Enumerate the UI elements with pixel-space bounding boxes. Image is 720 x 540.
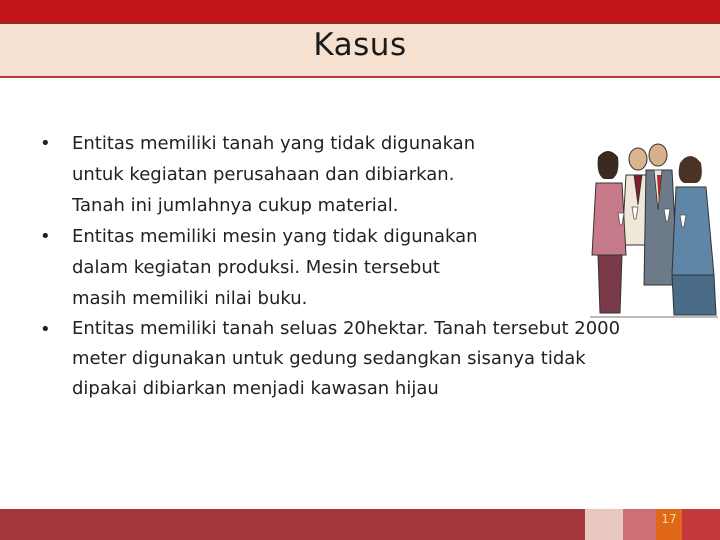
bullet-line: Entitas memiliki tanah seluas 20hektar. Tanah tersebut 2000 [72,318,621,339]
footer-main-bar [0,509,585,540]
footer-segment [623,509,656,540]
footer-segment [585,509,623,540]
bullet-line: dalam kegiatan produksi. Mesin tersebut [72,257,440,278]
bullet-line: Entitas memiliki tanah yang tidak digunakan [72,133,476,154]
bullet-item [40,221,680,314]
bullet-list [40,128,680,404]
header-red-bar [0,0,720,22]
bullet-line: Tanah ini jumlahnya cukup material. [72,195,399,216]
bullet-line: untuk kegiatan perusahaan dan dibiarkan. [72,164,455,185]
bullet-item [40,314,680,404]
bullet-line: masih memiliki nilai buku. [72,288,308,309]
bullet-item [40,128,680,221]
slide-content [40,128,680,404]
bullet-line: dipakai dibiarkan menjadi kawasan hijau [72,378,439,399]
bullet-dot: • [40,319,51,340]
bullet-line: meter digunakan untuk gedung sedangkan sisanya tidak [72,348,586,369]
bullet-dot: • [40,226,51,247]
footer-segment [682,509,720,540]
bullet-dot: • [40,133,51,154]
business-people-toasting-icon [588,135,720,320]
page-number: 17 [661,512,677,526]
slide-title: Kasus [313,27,407,63]
footer-bar [0,509,720,540]
bullet-line: Entitas memiliki mesin yang tidak digunakan [72,226,478,247]
